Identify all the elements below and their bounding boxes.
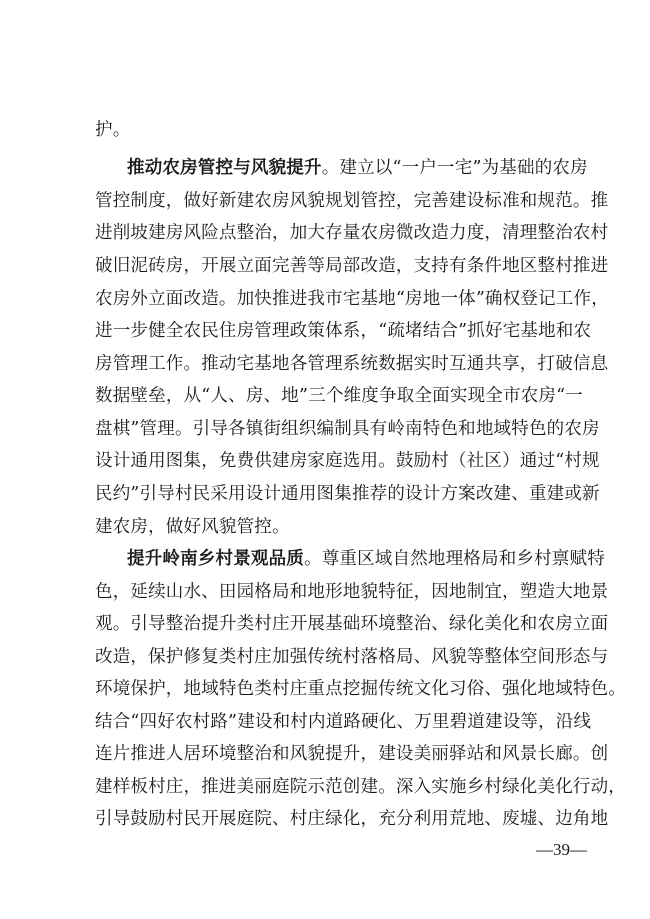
page-number: —39— — [536, 840, 587, 859]
text-line: 色，延续山水、田园格局和地形地貌特征，因地制宜，塑造大地景 — [95, 582, 609, 602]
text-line: 提升岭南乡村景观品质。尊重区域自然地理格局和乡村禀赋特 — [127, 549, 605, 569]
text-line: 环境保护，地域特色类村庄重点挖掘传统文化习俗、强化地域特色。 — [95, 679, 626, 699]
text-line: 观。引导整治提升类村庄开展基础环境整治、绿化美化和农房立面 — [95, 614, 609, 634]
text-line: 推动农房管控与风貌提升。建立以“一户一宅”为基础的农房 — [127, 158, 588, 178]
section-heading: 推动农房管控与风貌提升 — [127, 158, 322, 178]
text-line: 民约”引导村民采用设计通用图集推荐的设计方案改建、重建或新 — [95, 484, 600, 504]
text-line: 建农房，做好风貌管控。 — [95, 517, 290, 537]
text-line: 连片推进人居环境整治和风貌提升，建设美丽驿站和风景长廊。创 — [95, 744, 609, 764]
text-line: 改造，保护修复类村庄加强传统村落格局、风貌等整体空间形态与 — [95, 647, 609, 667]
text-line: 进削坡建房风险点整治，加大存量农房微改造力度，清理整治农村 — [95, 223, 609, 243]
text-line: 破旧泥砖房，开展立面完善等局部改造，支持有条件地区整村推进 — [95, 256, 609, 276]
section-heading: 提升岭南乡村景观品质 — [127, 549, 304, 569]
text-line: 数据壁垒，从“人、房、地”三个维度争取全面实现全市农房“一 — [95, 386, 583, 406]
text-line: 设计通用图集，免费供建房家庭选用。鼓励村（社区）通过“村规 — [95, 451, 600, 471]
text-line — [95, 841, 583, 863]
text-line: 管控制度，做好新建农房风貌规划管控，完善建设标准和规范。推 — [95, 191, 609, 211]
text-line: 建样板村庄，推进美丽庭院示范创建。深入实施乡村绿化美化行动， — [95, 777, 626, 797]
text-line: 结合“四好农村路”建设和村内道路硬化、万里碧道建设等，沿线 — [95, 712, 592, 732]
text-line: 房管理工作。推动宅基地各管理系统数据实时互通共享，打破信息 — [95, 354, 609, 374]
text-line: 农房外立面改造。加快推进我市宅基地“房地一体”确权登记工作， — [95, 289, 609, 309]
text-line: 盘棋”管理。引导各镇街组织编制具有岭南特色和地域特色的农房 — [95, 419, 600, 439]
text-line: 引导鼓励村民开展庭院、村庄绿化，充分利用荒地、废墟、边角地 — [95, 809, 609, 829]
text-line: 护。 — [95, 120, 131, 140]
text-line: 进一步健全农民住房管理政策体系，“疏堵结合”抓好宅基地和农 — [95, 321, 592, 341]
